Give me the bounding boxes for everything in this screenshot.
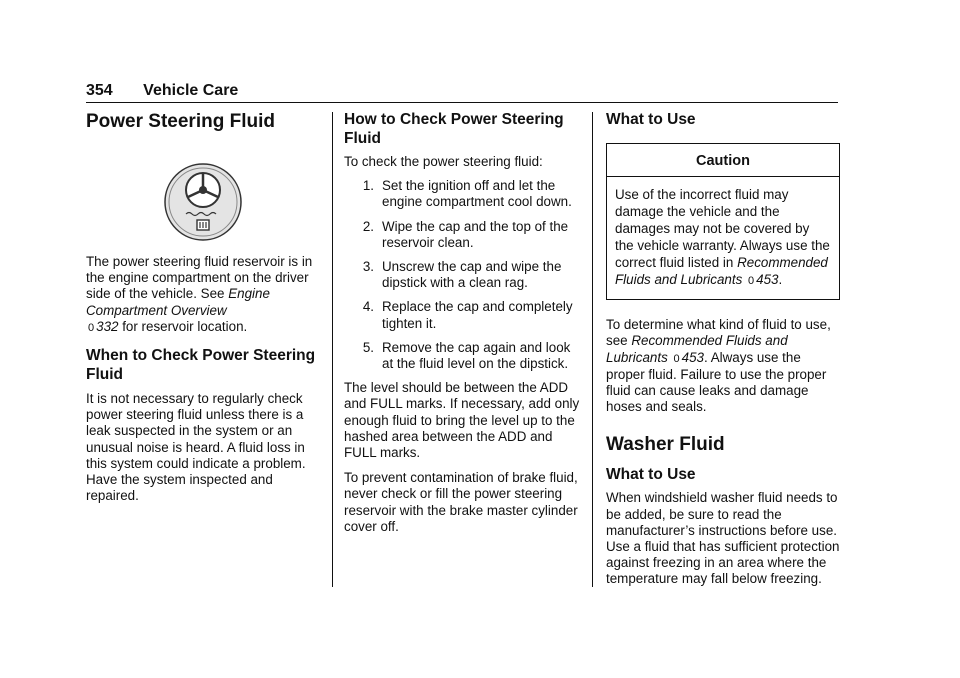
- section-heading-washer-fluid: Washer Fluid: [606, 434, 725, 456]
- power-steering-fluid-icon: [163, 162, 243, 242]
- washer-fluid-paragraph: When windshield washer fluid needs to be added, be sure to read the manufacturer’s instructions before use. Use a fluid that has sufficient protection against freezing in an area where the temperature may fall below freezing.: [606, 490, 840, 587]
- section-title: Vehicle Care: [143, 82, 239, 99]
- recommended-fluids-link[interactable]: Recommended Fluids and Lubricants: [615, 255, 828, 288]
- column-left: [86, 110, 320, 504]
- column-divider: [592, 112, 593, 587]
- list-item: 2. Wipe the cap and the top of the reservoir clean.: [362, 218, 569, 250]
- page-ref-arrow-icon: 0: [88, 321, 95, 334]
- list-item: 3. Unscrew the cap and wipe the dipstick with a clean rag.: [362, 259, 562, 291]
- page-ref-453[interactable]: 453: [681, 349, 704, 365]
- header-divider: [86, 102, 838, 103]
- fluid-level-paragraph: The level should be between the ADD and FULL marks. If necessary, add only enough fluid to bring the level up to the hashed area between the ADD and FULL marks.: [344, 380, 580, 461]
- section-heading-power-steering: Power Steering Fluid: [86, 111, 275, 132]
- page-ref-arrow-icon: 0: [673, 352, 680, 365]
- page-ref-arrow-icon: 0: [748, 275, 755, 288]
- subheading-what-to-use: What to Use: [606, 111, 696, 128]
- determine-fluid-paragraph: To determine what kind of fluid to use, see Recommended Fluids and Lubricants 0 453. Always use the proper fluid. Failure to use the proper fluid can cause leaks and damage hoses and seals.: [606, 317, 831, 415]
- engine-compartment-link[interactable]: Engine Compartment Overview: [86, 286, 270, 318]
- column-right: [606, 110, 840, 588]
- list-item: 1. Set the ignition off and let the engine compartment cool down.: [362, 178, 572, 210]
- icon-container: [86, 134, 320, 254]
- page-ref-453[interactable]: 453: [756, 272, 779, 288]
- page-ref-332[interactable]: 332: [96, 318, 119, 334]
- caution-box: [606, 143, 840, 300]
- column-divider: [332, 112, 333, 587]
- recommended-fluids-link[interactable]: Recommended Fluids and Lubricants: [606, 333, 788, 365]
- page-header: [86, 82, 838, 100]
- subheading-when-to-check: When to Check Power Steering Fluid: [86, 347, 316, 384]
- caution-body: Use of the incorrect fluid may damage the vehicle and the damages may not be covered by the vehicle warranty. Always use the correct fluid listed in Recommended Fluids and Lubricants 0 453.: [615, 187, 830, 288]
- contamination-paragraph: To prevent contamination of brake fluid, never check or fill the power steering reservoir with the brake master cylinder cover off.: [344, 470, 578, 534]
- caution-title: Caution: [607, 144, 839, 177]
- subheading-how-to-check: How to Check Power Steering Fluid: [344, 111, 564, 147]
- page-number: 354: [86, 82, 113, 99]
- steps-lead: To check the power steering fluid:: [344, 154, 543, 169]
- list-item: 5. Remove the cap again and look at the fluid level on the dipstick.: [362, 339, 571, 372]
- intro-paragraph: The power steering fluid reservoir is in the engine compartment on the driver side of the vehicle. See Engine Compartment Overview 0 332 for reservoir location.: [86, 254, 313, 334]
- column-middle: [344, 110, 580, 535]
- subheading-washer-what-to-use: What to Use: [606, 466, 696, 484]
- check-steps-list: [344, 178, 580, 372]
- list-item: 4. Replace the cap and completely tighten it.: [362, 299, 573, 331]
- when-to-check-paragraph: It is not necessary to regularly check power steering fluid unless there is a leak suspected in the system or an unusual noise is heard. A fluid loss in this system could indicate a problem. Have the system inspected and repaired.: [86, 391, 306, 504]
